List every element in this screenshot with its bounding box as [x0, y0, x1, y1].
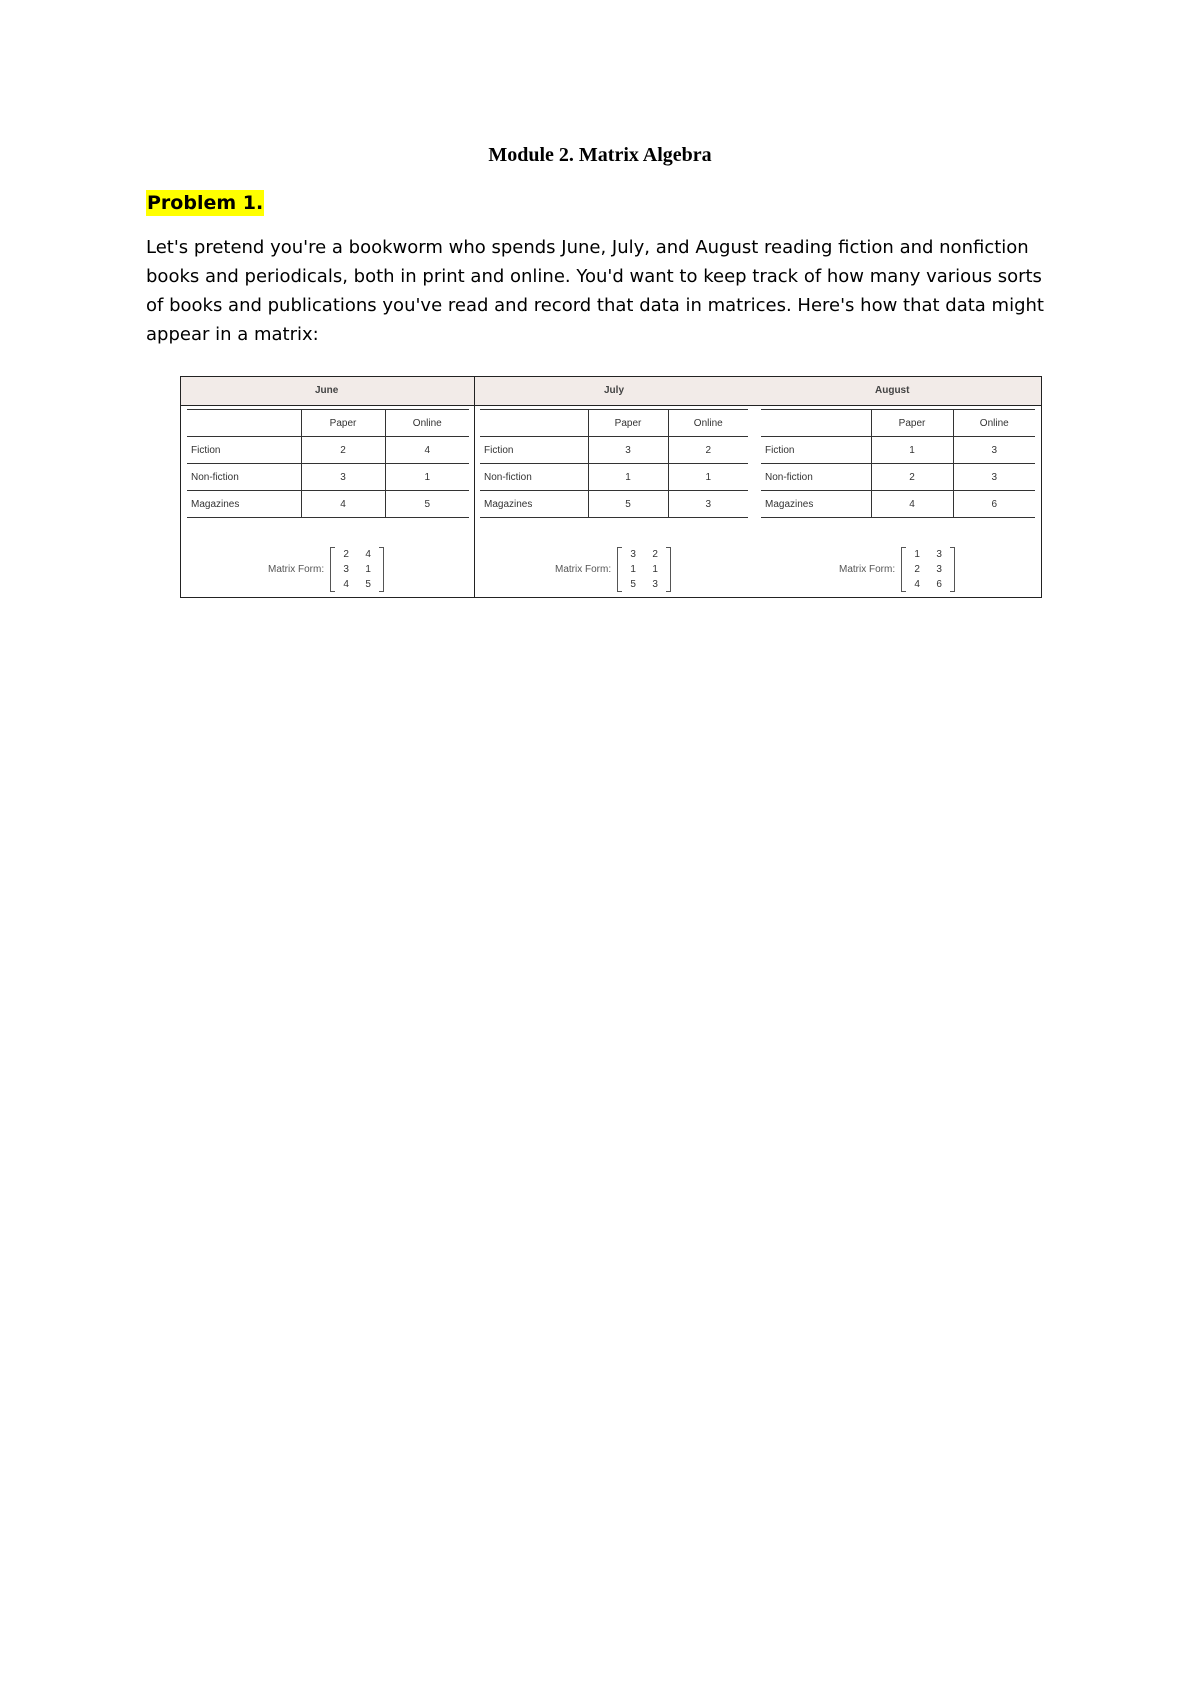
august-title: August	[875, 385, 910, 396]
matrix-entry: 4	[914, 579, 920, 590]
august-matrix	[901, 547, 955, 592]
matrix-figure	[180, 376, 1042, 598]
col-header: Paper	[301, 410, 385, 437]
cell-value: 3	[953, 464, 1035, 491]
cell-value: 3	[301, 464, 385, 491]
matrix-entry: 3	[630, 549, 636, 560]
cell-value: 2	[871, 464, 953, 491]
col-header: Online	[953, 410, 1035, 437]
row-label: Non-fiction	[480, 464, 588, 491]
cell-value: 1	[871, 437, 953, 464]
cell-value: 1	[588, 464, 668, 491]
matrix-entry: 4	[365, 549, 371, 560]
col-header: Paper	[871, 410, 953, 437]
matrix-entry: 3	[343, 564, 349, 575]
table-row	[761, 410, 1035, 437]
cell-value: 3	[668, 491, 748, 518]
col-header: Paper	[588, 410, 668, 437]
matrix-form-label: Matrix Form:	[555, 564, 612, 575]
cell-value: 1	[668, 464, 748, 491]
page-title: Module 2. Matrix Algebra	[488, 144, 712, 166]
july-august-panel	[475, 377, 1041, 597]
matrix-entry: 5	[630, 579, 636, 590]
cell-value: 3	[953, 437, 1035, 464]
cell-value: 5	[385, 491, 469, 518]
problem-paragraph: Let's pretend you're a bookworm who spends June, July, and August reading fiction and nonfiction books and periodicals, both in print and online. You'd want to keep track of how many various sorts of books and publications you've read and record that data in matrices. Here's how that data might appear in a matrix:	[146, 237, 1044, 345]
col-header: Online	[385, 410, 469, 437]
table-row	[187, 437, 469, 464]
row-label: Non-fiction	[761, 464, 871, 491]
august-matrix-form	[839, 547, 955, 592]
table-row	[187, 464, 469, 491]
row-label: Magazines	[761, 491, 871, 518]
table-row	[480, 437, 748, 464]
row-label: Fiction	[187, 437, 301, 464]
col-header: Online	[668, 410, 748, 437]
row-label: Non-fiction	[187, 464, 301, 491]
june-title: June	[315, 385, 339, 396]
table-row	[187, 410, 469, 437]
row-label: Magazines	[187, 491, 301, 518]
july-matrix-form	[555, 547, 671, 592]
table-row	[761, 491, 1035, 518]
june-panel	[181, 377, 475, 597]
row-label: Magazines	[480, 491, 588, 518]
matrix-form-label: Matrix Form:	[268, 564, 325, 575]
june-table	[187, 409, 469, 518]
cell-value: 5	[588, 491, 668, 518]
july-matrix	[617, 547, 671, 592]
matrix-entry: 3	[936, 564, 942, 575]
cell-value: 2	[668, 437, 748, 464]
cell-value: 4	[385, 437, 469, 464]
august-table	[761, 409, 1035, 518]
matrix-entry: 4	[343, 579, 349, 590]
table-row	[480, 410, 748, 437]
june-matrix	[330, 547, 384, 592]
matrix-entry: 3	[652, 579, 658, 590]
cell-value: 6	[953, 491, 1035, 518]
july-august-header	[475, 377, 1041, 406]
matrix-entry: 1	[652, 564, 658, 575]
matrix-entry: 2	[652, 549, 658, 560]
matrix-entry: 2	[914, 564, 920, 575]
table-row	[480, 464, 748, 491]
june-header	[181, 377, 474, 406]
cell-value: 4	[871, 491, 953, 518]
cell-value: 3	[588, 437, 668, 464]
cell-value: 4	[301, 491, 385, 518]
matrix-entry: 1	[365, 564, 371, 575]
july-title: July	[604, 385, 625, 396]
table-row	[761, 437, 1035, 464]
matrix-entry: 1	[914, 549, 920, 560]
july-table	[480, 409, 748, 518]
cell-value: 2	[301, 437, 385, 464]
matrix-entry: 6	[936, 579, 942, 590]
matrix-entry: 2	[343, 549, 349, 560]
cell-value: 1	[385, 464, 469, 491]
table-row	[761, 464, 1035, 491]
matrix-form-label: Matrix Form:	[839, 564, 896, 575]
matrix-entry: 3	[936, 549, 942, 560]
matrix-entry: 5	[365, 579, 371, 590]
matrix-entry: 1	[630, 564, 636, 575]
problem-label: Problem 1.	[147, 192, 264, 214]
table-row	[480, 491, 748, 518]
june-matrix-form	[268, 547, 384, 592]
row-label: Fiction	[761, 437, 871, 464]
table-row	[187, 491, 469, 518]
row-label: Fiction	[480, 437, 588, 464]
